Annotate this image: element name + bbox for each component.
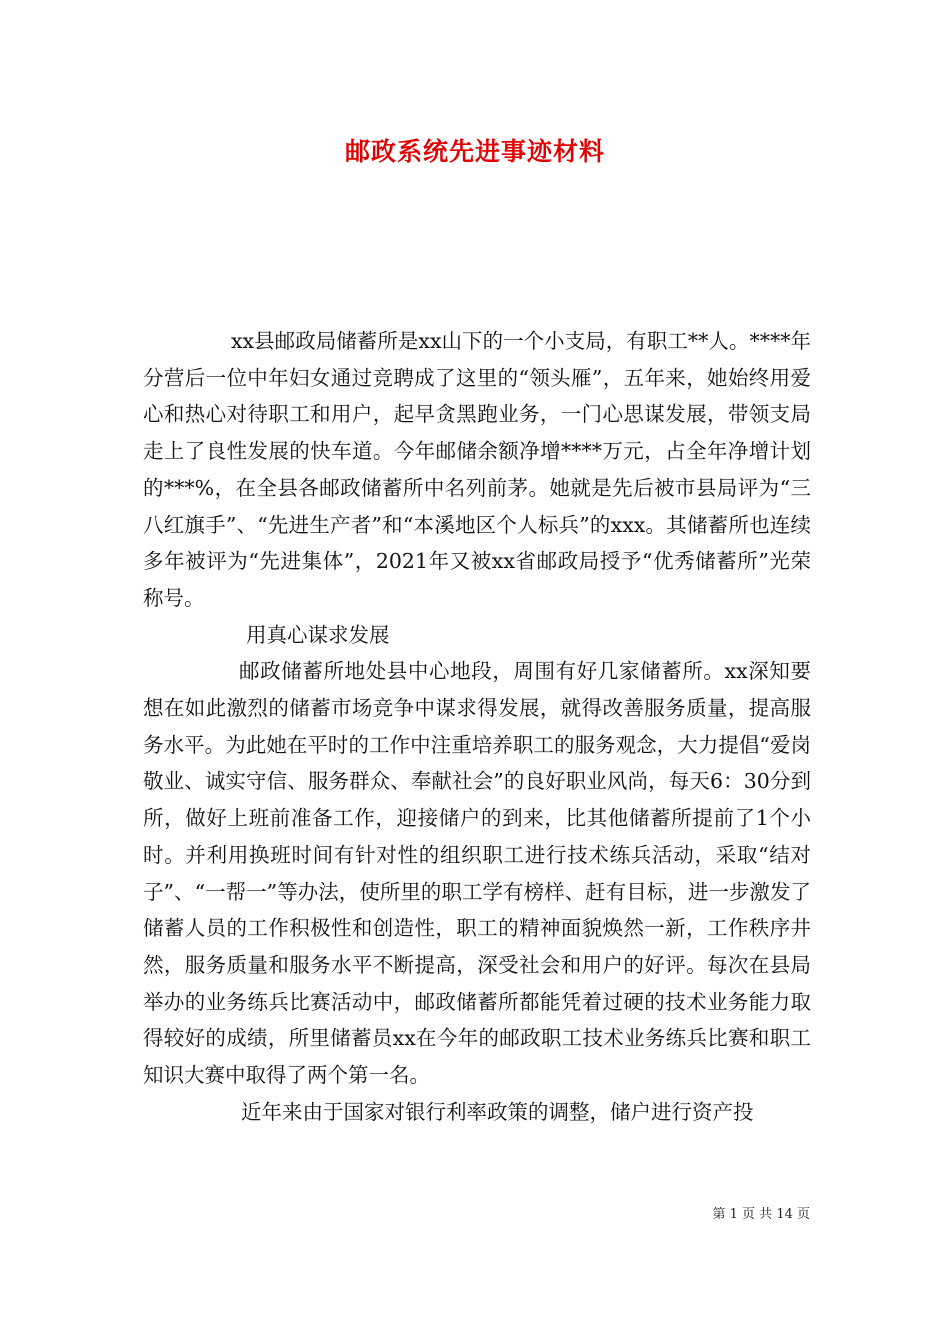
paragraph: 近年来由于国家对银行利率政策的调整，储户进行资产投 xyxy=(241,1099,754,1124)
document-title: 邮政系统先进事迹材料 xyxy=(344,137,605,166)
section-heading: 用真心谋求发展 xyxy=(246,622,390,647)
paragraph: 邮政储蓄所地处县中心地段，周围有好几家储蓄所。xx深知要想在如此激烈的储蓄市场竞争中谋求得发展，就得改善服务质量，提高服务水平。为此她在平时的工作中注重培养职工的服务观念，大力提倡“爱岗敬业、诚实守信、服务群众、奉献社会”的良好职业风尚，每天6：30分到所，做好上班前准备工作，迎接储户的到来，比其他储蓄所提前了1个小时。并利用换班时间有针对性的组织职工进行技术练兵活动，采取“结对子”、“一帮一”等办法，使所里的职工学有榜样、赶有目标，进一步激发了储蓄人员的工作积极性和创造性，职工的精神面貌焕然一新，工作秩序井然，服务质量和服务水平不断提高，深受社会和用户的好评。每次在县局举办的业务练兵比赛活动中，邮政储蓄所都能凭着过硬的技术业务能力取得较好的成绩，所里储蓄员xx在今年的邮政职工技术业务练兵比赛和职工知识大赛中取得了两个第一名。 xyxy=(143,659,811,1088)
page-number: 第 1 页 共 14 页 xyxy=(712,1207,810,1222)
document-body xyxy=(143,323,811,1130)
paragraph: xx县邮政局储蓄所是xx山下的一个小支局，有职工**人。****年分营后一位中年妇女通过竞聘成了这里的“领头雁”，五年来，她始终用爱心和热心对待职工和用户，起早贪黑跑业务，一门心思谋发展，带领支局走上了良性发展的快车道。今年邮储余额净增****万元，占全年净增计划的***%，在全县各邮政储蓄所中名列前茅。她就是先后被市县局评为“三八红旗手”、“先进生产者”和“本溪地区个人标兵”的xxx。其储蓄所也连续多年被评为“先进集体”，2021年又被xx省邮政局授予“优秀储蓄所”光荣称号。 xyxy=(143,329,811,610)
